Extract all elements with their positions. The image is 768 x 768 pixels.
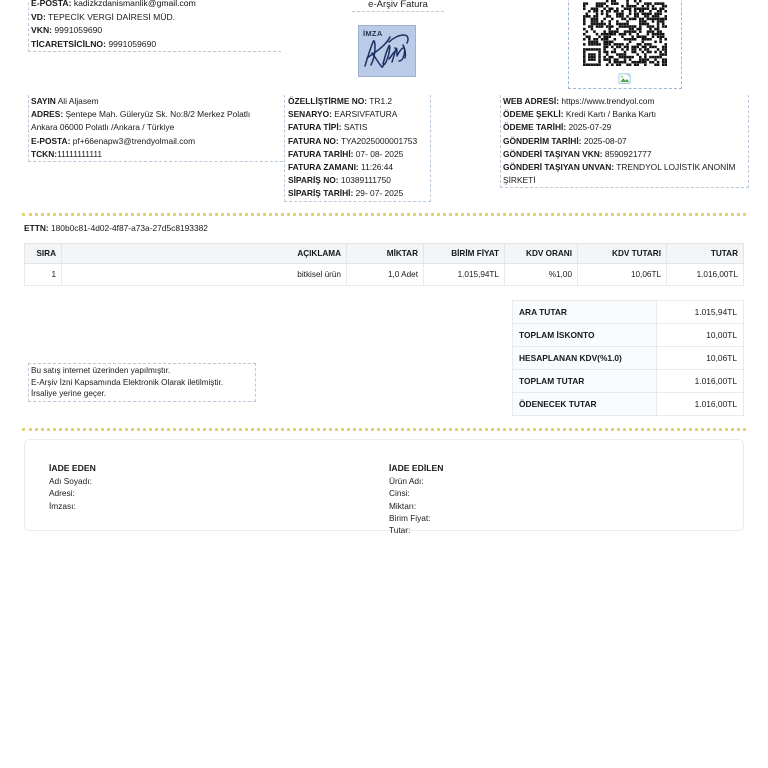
cell-sira: 1 <box>25 264 62 286</box>
note-line-1: Bu satış internet üzerinden yapılmıştır. <box>31 366 171 375</box>
column-header-birim-fiyat: BİRİM FİYAT <box>424 244 505 264</box>
web-address-row <box>503 95 748 108</box>
carrier-name-row <box>503 161 748 187</box>
customization-no-label: ÖZELLİŞTİRME NO: <box>288 96 368 106</box>
invoice-time-row <box>288 161 430 174</box>
buyer-address-row <box>31 108 283 121</box>
divider-top <box>22 213 746 216</box>
seller-email-value: kadizkzdanismanlik@gmail.com <box>73 0 196 8</box>
payment-method-value: Kredi Kartı / Banka Kartı <box>565 109 657 120</box>
invoice-time-label: FATURA ZAMANI: <box>288 162 359 173</box>
buyer-tckn-label: TCKN: <box>31 148 58 159</box>
seller-trade-registry-value: 9991059690 <box>108 38 157 49</box>
invoice-header <box>0 0 768 95</box>
invoice-date-value: 07- 08- 2025 <box>355 148 404 159</box>
column-header-tutar: TUTAR <box>667 244 744 264</box>
returned-field-product-name: Ürün Adı: <box>389 476 424 487</box>
invoice-details-block <box>284 95 431 202</box>
buyer-address-line2: Ankara 06000 Polatlı /Ankara / Türkiye <box>31 122 175 133</box>
carrier-vkn-value: 8590921777 <box>604 148 652 159</box>
invoice-type-value: SATIS <box>343 122 368 133</box>
seller-tax-office-row <box>31 11 281 25</box>
totals-value-odenecek-tutar: 1.016,00TL <box>657 393 744 416</box>
returned-item-heading: İADE EDİLEN <box>389 463 444 473</box>
seller-vkn-row <box>31 24 281 38</box>
cell-kdv-orani: %1,00 <box>505 264 578 286</box>
items-table-wrapper <box>24 243 744 286</box>
return-by-heading: İADE EDEN <box>49 463 96 473</box>
seller-email-row <box>31 0 281 11</box>
totals-row-toplam-tutar <box>513 370 744 393</box>
seller-vkn-label: VKN: <box>31 25 53 36</box>
payment-method-label: ÖDEME ŞEKLİ: <box>503 109 564 120</box>
items-table <box>24 243 744 286</box>
totals-value-toplam-iskonto: 10,00TL <box>657 324 744 347</box>
return-section-panel <box>24 439 744 536</box>
buyer-tckn-row <box>31 148 283 161</box>
payment-method-row <box>503 108 748 121</box>
shipping-payment-block <box>500 95 749 188</box>
column-header-aciklama: AÇIKLAMA <box>62 244 347 264</box>
seller-tax-office-value: TEPECİK VERGİ DAİRESİ MÜD. <box>48 11 176 22</box>
invoice-no-row <box>288 135 430 148</box>
carrier-name-label: GÖNDERİ TAŞIYAN UNVAN: <box>503 162 615 173</box>
totals-value-toplam-tutar: 1.016,00TL <box>657 370 744 393</box>
buyer-info-block <box>28 95 283 162</box>
returned-field-quantity: Miktarı: <box>389 500 417 511</box>
returned-item-block <box>389 462 443 536</box>
seller-vkn-value: 9991059690 <box>54 25 103 36</box>
buyer-address-label: ADRES: <box>31 109 64 120</box>
buyer-address-line2-row <box>31 121 283 134</box>
totals-table <box>512 300 744 416</box>
ship-date-row <box>503 135 748 148</box>
column-header-kdv-orani: KDV ORANI <box>505 244 578 264</box>
scenario-value: EARSIVFATURA <box>334 109 398 120</box>
invoice-type-label: FATURA TİPİ: <box>288 122 342 133</box>
cell-miktar: 1,0 Adet <box>347 264 424 286</box>
seller-tax-office-label: VD: <box>31 11 46 22</box>
column-header-miktar: MİKTAR <box>347 244 424 264</box>
column-header-sira: SIRA <box>25 244 62 264</box>
buyer-name-value: Ali Aljasem <box>57 96 99 106</box>
order-date-label: SİPARİŞ TARİHİ: <box>288 188 354 199</box>
web-address-label: WEB ADRESİ: <box>503 96 559 106</box>
customization-no-value: TR1.2 <box>369 96 393 106</box>
totals-label-ara-tutar: ARA TUTAR <box>513 301 657 324</box>
invoice-date-label: FATURA TARİHİ: <box>288 148 354 159</box>
items-table-header-row <box>25 244 744 264</box>
seller-email-label: E-POSTA: <box>31 0 72 8</box>
totals-row-ara-tutar <box>513 301 744 324</box>
qr-code-block <box>568 0 682 89</box>
order-no-label: SİPARİŞ NO: <box>288 175 339 186</box>
ship-date-value: 2025-08-07 <box>583 135 627 146</box>
invoice-type-row <box>288 121 430 134</box>
page-title: e-Arşiv Fatura <box>352 0 444 12</box>
returned-field-amount: Tutar: <box>389 525 411 536</box>
return-by-field-signature: İmzası: <box>49 500 76 511</box>
cell-birim-fiyat: 1.015,94TL <box>424 264 505 286</box>
order-no-value: 10389111750 <box>340 175 391 186</box>
invoice-meta-section <box>0 95 768 213</box>
items-table-body <box>25 264 744 286</box>
buyer-address-line1: Şentepe Mah. Güleryüz Sk. No:8/2 Merkez Polatlı <box>65 109 251 120</box>
invoice-note-block <box>28 363 256 402</box>
buyer-email-row <box>31 135 283 148</box>
buyer-name-row <box>31 95 283 108</box>
totals-value-hesaplanan-kdv: 10,06TL <box>657 347 744 370</box>
divider-bottom <box>22 428 746 431</box>
buyer-name-label: SAYIN <box>31 96 56 106</box>
column-header-kdv-tutari: KDV TUTARI <box>578 244 667 264</box>
totals-label-toplam-tutar: TOPLAM TUTAR <box>513 370 657 393</box>
payment-date-row <box>503 121 748 134</box>
payment-date-value: 2025-07-29 <box>568 122 612 133</box>
ettn-value: 180b0c81-4d02-4f87-a73a-27d5c8193382 <box>50 223 208 233</box>
return-by-field-address: Adresi: <box>49 488 75 499</box>
note-line-2: E-Arşiv İzni Kapsamında Elektronik Olarak iletilmiştir. <box>31 377 224 387</box>
scenario-label: SENARYO: <box>288 109 332 120</box>
totals-value-ara-tutar: 1.015,94TL <box>657 301 744 324</box>
invoice-no-value: TYA2025000001753 <box>340 135 418 146</box>
order-no-row <box>288 174 430 187</box>
signature-label: İMZA <box>363 29 383 38</box>
returned-field-type: Cinsi: <box>389 488 410 499</box>
totals-row-odenecek-tutar <box>513 393 744 416</box>
table-row <box>25 264 744 286</box>
invoice-no-label: FATURA NO: <box>288 135 339 146</box>
signature-ink-icon <box>359 26 415 76</box>
return-by-field-name: Adı Soyadı: <box>49 476 92 487</box>
totals-row-hesaplanan-kdv <box>513 347 744 370</box>
web-address-value[interactable]: https://www.trendyol.com <box>561 96 655 106</box>
totals-label-hesaplanan-kdv: HESAPLANAN KDV(%1.0) <box>513 347 657 370</box>
totals-row-toplam-iskonto <box>513 324 744 347</box>
return-by-block <box>49 462 96 512</box>
scenario-row <box>288 108 430 121</box>
order-date-row <box>288 187 430 200</box>
broken-image-icon <box>618 72 632 86</box>
totals-label-toplam-iskonto: TOPLAM İSKONTO <box>513 324 657 347</box>
cell-kdv-tutari: 10,06TL <box>578 264 667 286</box>
buyer-email-value: pf+66enapw3@trendyolmail.com <box>72 135 196 146</box>
seller-trade-registry-row <box>31 38 281 52</box>
ettn-row <box>24 223 768 233</box>
customization-no-row <box>288 95 430 108</box>
document-title-block <box>352 0 444 77</box>
qr-code-icon <box>583 0 667 66</box>
cell-aciklama: bitkisel ürün <box>62 264 347 286</box>
invoice-time-value: 11:26:44 <box>361 162 394 173</box>
buyer-tckn-value: 11111111111 <box>57 148 103 159</box>
seller-trade-registry-label: TİCARETSİCİLNO: <box>31 38 106 49</box>
carrier-vkn-label: GÖNDERİ TAŞIYAN VKN: <box>503 148 603 159</box>
ship-date-label: GÖNDERİM TARİHİ: <box>503 135 582 146</box>
note-line-3: İrsaliye yerine geçer. <box>31 389 107 399</box>
carrier-name-value: TRENDYOL LOJİSTİK ANONİM ŞİRKETİ <box>503 162 736 186</box>
signature-box <box>358 25 416 77</box>
returned-field-unit-price: Birim Fiyat: <box>389 512 431 523</box>
order-date-value: 29- 07- 2025 <box>355 188 404 199</box>
totals-label-odenecek-tutar: ÖDENECEK TUTAR <box>513 393 657 416</box>
payment-date-label: ÖDEME TARİHİ: <box>503 122 567 133</box>
totals-and-note-section <box>0 300 768 428</box>
ettn-label: ETTN: <box>24 223 49 233</box>
invoice-date-row <box>288 148 430 161</box>
cell-tutar: 1.016,00TL <box>667 264 744 286</box>
buyer-email-label: E-POSTA: <box>31 135 71 146</box>
carrier-vkn-row <box>503 148 748 161</box>
seller-info-block <box>28 0 281 52</box>
